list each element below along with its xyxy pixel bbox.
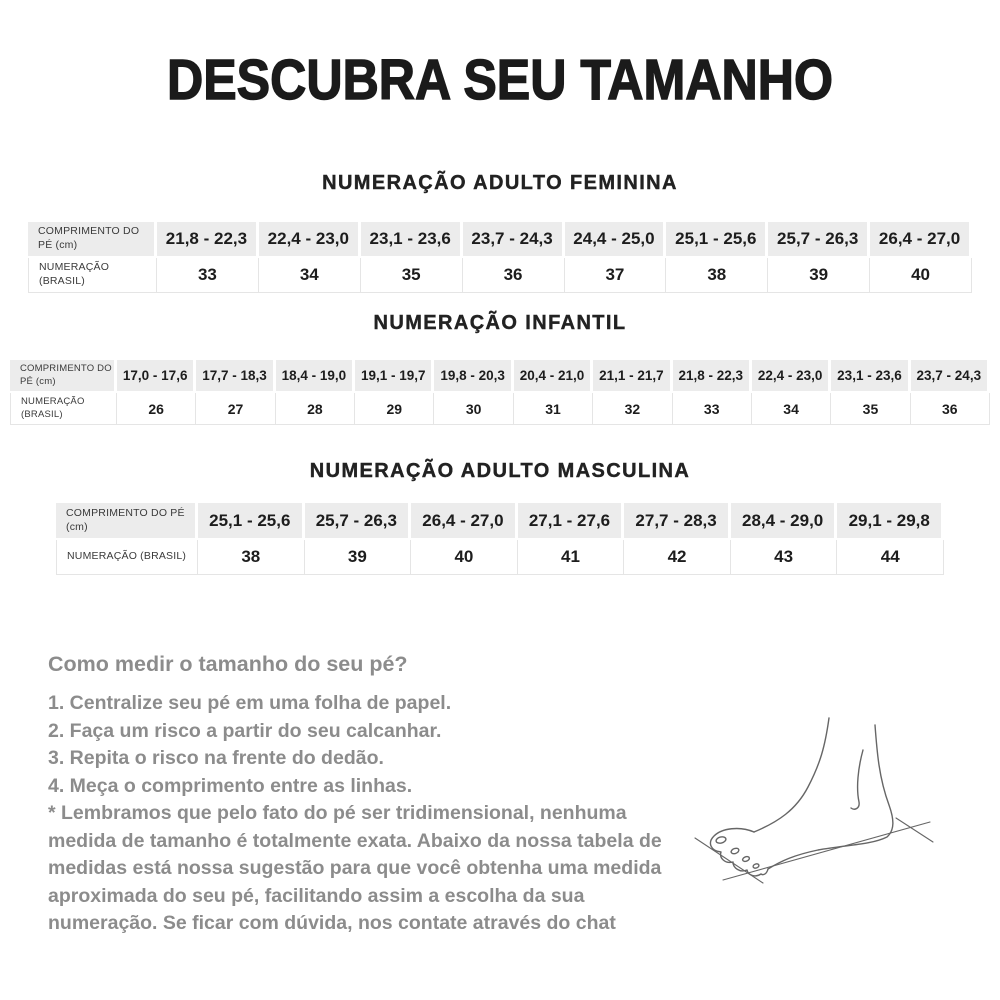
size-cell: 40 xyxy=(870,258,972,293)
length-range-cell: 25,7 - 26,3 xyxy=(305,503,412,540)
subtitle-adult-male: NUMERAÇÃO ADULTO MASCULINA xyxy=(309,460,691,482)
size-cell: 40 xyxy=(411,540,518,575)
length-row-label: COMPRIMENTO DO PÉ (cm) xyxy=(10,360,117,393)
toenail xyxy=(730,847,739,854)
size-cell: 26 xyxy=(117,393,196,425)
size-cell: 31 xyxy=(514,393,593,425)
size-cell: 39 xyxy=(768,258,870,293)
how-to-step: 1. Centralize seu pé em uma folha de papel. xyxy=(48,692,452,714)
size-cell: 37 xyxy=(565,258,667,293)
size-cell: 35 xyxy=(831,393,910,425)
length-range-cell: 28,4 - 29,0 xyxy=(731,503,838,540)
size-cell: 27 xyxy=(196,393,275,425)
length-range-cell: 23,1 - 23,6 xyxy=(831,360,910,393)
size-cell: 36 xyxy=(463,258,565,293)
toes-outline xyxy=(710,829,768,876)
how-to-heading: Como medir o tamanho do seu pé? xyxy=(48,652,408,676)
how-to-step: 3. Repita o risco na frente do dedão. xyxy=(48,747,384,769)
length-row-label: COMPRIMENTO DO PÉ (cm) xyxy=(56,503,198,540)
length-range-cell: 27,1 - 27,6 xyxy=(518,503,625,540)
ankle-line xyxy=(851,750,863,809)
length-range-cell: 29,1 - 29,8 xyxy=(837,503,944,540)
size-table-children xyxy=(10,360,990,425)
length-range-cell: 21,8 - 22,3 xyxy=(157,222,259,258)
page-title: DESCUBRA SEU TAMANHO xyxy=(166,48,834,112)
size-cell: 41 xyxy=(518,540,625,575)
size-cell: 28 xyxy=(276,393,355,425)
toenail xyxy=(752,863,759,869)
size-cell: 43 xyxy=(731,540,838,575)
how-to-measure-section xyxy=(48,652,668,800)
disclaimer-note: * Lembramos que pelo fato do pé ser tridimensional, nenhuma medida de tamanho é totalmente exata. Abaixo da nossa tabela de medidas está nossa sugestão para que você obtenha uma medida aproximada do seu pé, facilitando assim a escolha da sua numeração. Se ficar com dúvida, nos contate através do chat xyxy=(48,802,662,934)
size-table-adult-male xyxy=(56,503,944,575)
size-cell: 33 xyxy=(157,258,259,293)
size-cell: 38 xyxy=(198,540,305,575)
length-range-cell: 23,7 - 24,3 xyxy=(911,360,990,393)
toenail xyxy=(715,836,726,844)
length-range-cell: 21,8 - 22,3 xyxy=(673,360,752,393)
length-range-cell: 17,7 - 18,3 xyxy=(196,360,275,393)
length-range-cell: 27,7 - 28,3 xyxy=(624,503,731,540)
size-row-label: NUMERAÇÃO (BRASIL) xyxy=(10,393,117,425)
size-cell: 35 xyxy=(361,258,463,293)
length-range-cell: 23,1 - 23,6 xyxy=(361,222,463,258)
size-cell: 38 xyxy=(666,258,768,293)
length-range-cell: 25,1 - 25,6 xyxy=(198,503,305,540)
subtitle-children: NUMERAÇÃO INFANTIL xyxy=(373,312,627,334)
length-range-cell: 19,8 - 20,3 xyxy=(434,360,513,393)
foot-heel-sole-outline xyxy=(768,725,893,869)
how-to-steps xyxy=(48,690,668,800)
size-cell: 30 xyxy=(434,393,513,425)
how-to-step: 4. Meça o comprimento entre as linhas. xyxy=(48,774,413,797)
length-range-cell: 21,1 - 21,7 xyxy=(593,360,672,393)
size-cell: 36 xyxy=(911,393,990,425)
size-cell: 33 xyxy=(673,393,752,425)
length-range-cell: 25,7 - 26,3 xyxy=(768,222,870,258)
size-cell: 29 xyxy=(355,393,434,425)
toenail xyxy=(742,856,750,863)
length-range-cell: 22,4 - 23,0 xyxy=(259,222,361,258)
length-range-cell: 26,4 - 27,0 xyxy=(870,222,972,258)
length-range-cell: 23,7 - 24,3 xyxy=(463,222,565,258)
length-range-cell: 18,4 - 19,0 xyxy=(276,360,355,393)
foot-measurement-illustration-icon xyxy=(688,692,953,902)
length-range-cell: 22,4 - 23,0 xyxy=(752,360,831,393)
size-cell: 34 xyxy=(752,393,831,425)
how-to-step: 2. Faça um risco a partir do seu calcanhar. xyxy=(48,719,442,742)
size-cell: 32 xyxy=(593,393,672,425)
floor-line xyxy=(723,822,930,880)
subtitle-adult-female: NUMERAÇÃO ADULTO FEMININA xyxy=(322,172,678,194)
length-range-cell: 20,4 - 21,0 xyxy=(514,360,593,393)
length-row-label: COMPRIMENTO DO PÉ (cm) xyxy=(28,222,157,258)
size-cell: 34 xyxy=(259,258,361,293)
length-range-cell: 25,1 - 25,6 xyxy=(666,222,768,258)
length-range-cell: 19,1 - 19,7 xyxy=(355,360,434,393)
foot-instep-outline xyxy=(754,718,829,832)
length-range-cell: 24,4 - 25,0 xyxy=(565,222,667,258)
size-cell: 44 xyxy=(837,540,944,575)
size-row-label: NUMERAÇÃO (BRASIL) xyxy=(56,540,198,575)
size-table-adult-female xyxy=(28,222,972,293)
length-range-cell: 17,0 - 17,6 xyxy=(117,360,196,393)
size-cell: 42 xyxy=(624,540,731,575)
size-cell: 39 xyxy=(305,540,412,575)
length-range-cell: 26,4 - 27,0 xyxy=(411,503,518,540)
size-row-label: NUMERAÇÃO (BRASIL) xyxy=(28,258,157,293)
